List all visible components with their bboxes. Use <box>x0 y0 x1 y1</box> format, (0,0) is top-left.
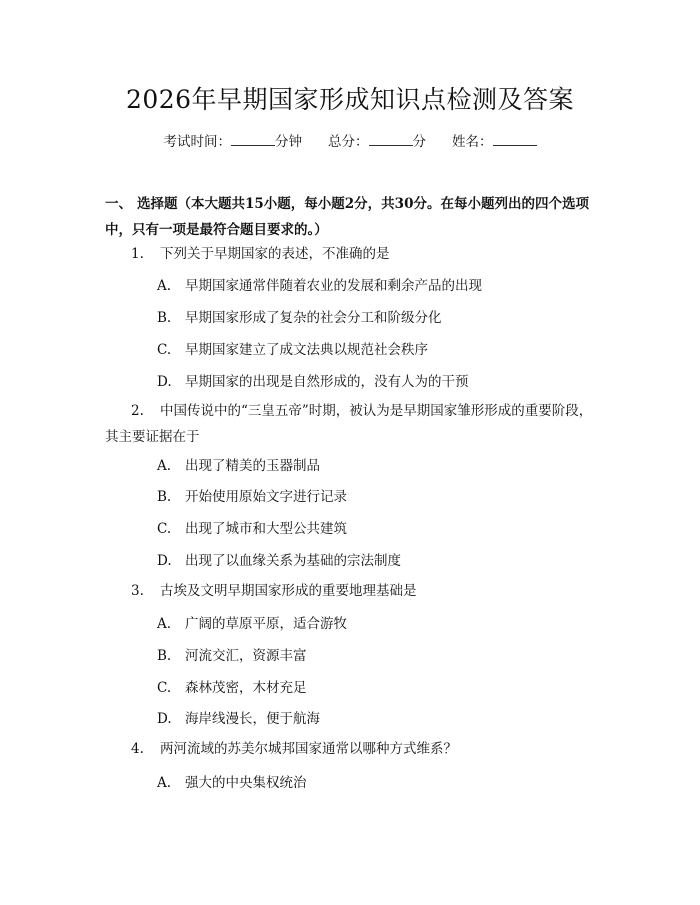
score-blank <box>369 131 413 146</box>
question-3-option-b <box>157 646 307 666</box>
score-label: 总分： <box>328 134 369 150</box>
question-3 <box>105 578 600 604</box>
option-text: 早期国家形成了复杂的社会分工和阶级分化 <box>185 310 442 326</box>
option-text: 出现了以血缘关系为基础的宗法制度 <box>185 553 401 569</box>
question-text: 下列关于早期国家的表述，不准确的是 <box>160 246 390 262</box>
option-text: 开始使用原始文字进行记录 <box>185 489 347 505</box>
option-text: 出现了精美的玉器制品 <box>185 458 320 474</box>
option-text: 强大的中央集权统治 <box>185 775 307 791</box>
time-label: 考试时间： <box>163 134 231 150</box>
option-text: 广阔的草原平原，适合游牧 <box>185 616 347 632</box>
question-1-option-a <box>157 276 482 296</box>
question-1-option-c <box>157 340 428 360</box>
question-3-option-d <box>157 709 320 729</box>
question-number: 1. <box>131 246 144 262</box>
option-letter: B. <box>157 648 172 664</box>
question-2-option-b <box>157 487 347 507</box>
name-label: 姓名： <box>452 134 493 150</box>
question-2-option-d <box>157 551 401 571</box>
option-letter: D. <box>157 711 172 727</box>
option-text: 河流交汇，资源丰富 <box>185 648 307 664</box>
option-text: 早期国家建立了成文法典以规范社会秩序 <box>185 342 428 358</box>
option-letter: D. <box>157 374 172 390</box>
option-letter: D. <box>157 553 172 569</box>
section-text: 选择题（本大题共15小题，每小题2分，共30分。在每小题列出的四个选项中，只有一项是最符合题目要求的。） <box>105 196 589 238</box>
option-letter: A. <box>157 616 172 632</box>
page-title: 2026年早期国家形成知识点检测及答案 <box>125 85 575 114</box>
question-text: 中国传说中的“三皇五帝”时期，被认为是早期国家雏形形成的重要阶段，其主要证据在于 <box>105 403 593 445</box>
option-letter: A. <box>157 775 172 791</box>
option-text: 出现了城市和大型公共建筑 <box>185 521 347 537</box>
question-2 <box>105 398 600 450</box>
option-letter: A. <box>157 458 172 474</box>
option-letter: C. <box>157 521 172 537</box>
option-letter: C. <box>157 342 172 358</box>
question-3-option-c <box>157 678 307 698</box>
question-1 <box>105 241 600 267</box>
question-2-option-a <box>157 456 320 476</box>
question-3-option-a <box>157 614 347 634</box>
question-1-option-b <box>157 308 442 328</box>
score-unit: 分 <box>412 134 426 150</box>
option-text: 森林茂密，木材充足 <box>185 680 307 696</box>
option-text: 早期国家的出现是自然形成的，没有人为的干预 <box>185 374 469 390</box>
question-4-option-a <box>157 773 307 793</box>
section-heading <box>105 191 600 243</box>
name-blank <box>493 131 537 146</box>
option-letter: B. <box>157 489 172 505</box>
question-number: 2. <box>131 403 144 419</box>
option-text: 海岸线漫长，便于航海 <box>185 711 320 727</box>
question-4 <box>105 736 600 762</box>
question-text: 古埃及文明早期国家形成的重要地理基础是 <box>160 583 417 599</box>
option-letter: A. <box>157 278 172 294</box>
time-blank <box>231 131 275 146</box>
option-letter: C. <box>157 680 172 696</box>
question-number: 4. <box>131 741 144 757</box>
option-letter: B. <box>157 310 172 326</box>
question-2-option-c <box>157 519 347 539</box>
exam-info-line <box>0 131 700 152</box>
question-text: 两河流域的苏美尔城邦国家通常以哪种方式维系？ <box>160 741 457 757</box>
section-number: 一、 <box>105 196 132 212</box>
question-number: 3. <box>131 583 144 599</box>
option-text: 早期国家通常伴随着农业的发展和剩余产品的出现 <box>185 278 482 294</box>
time-unit: 分钟 <box>275 134 302 150</box>
question-1-option-d <box>157 372 469 392</box>
